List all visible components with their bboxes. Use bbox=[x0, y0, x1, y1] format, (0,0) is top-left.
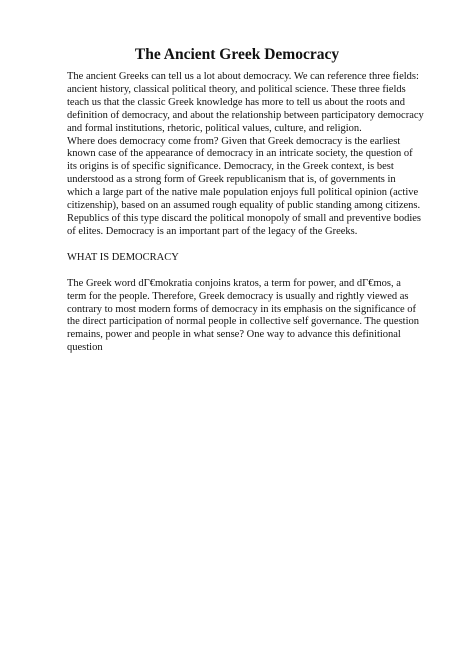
document-body bbox=[67, 71, 424, 355]
text-line: definition of democracy, and about the relationship between participatory democracy bbox=[67, 109, 424, 121]
text-line: and formal institutions, rhetoric, political values, culture, and religion. bbox=[67, 122, 362, 134]
paragraph-spacer bbox=[67, 239, 412, 252]
text-line: remains, power and people in what sense? One way to advance this definitional bbox=[67, 329, 401, 341]
text-line: its origins is of specific significance. Democracy, in the Greek context, is best bbox=[67, 161, 394, 173]
text-line: contrary to most modern forms of democracy in its emphasis on the significance of bbox=[67, 303, 417, 315]
definition-paragraph bbox=[67, 277, 420, 355]
paragraph-spacer bbox=[67, 265, 412, 278]
text-line: question bbox=[67, 342, 103, 354]
section-heading: WHAT IS DEMOCRACY bbox=[67, 251, 179, 263]
intro-paragraph bbox=[67, 71, 424, 239]
text-line: the direct participation of normal people in collective self governance. The question bbox=[67, 316, 420, 328]
text-line: which a large part of the native male population enjoys full political opinion (active bbox=[67, 187, 419, 199]
text-line: known case of the appearance of democracy in an intricate society, the question of bbox=[67, 148, 413, 160]
text-line: understood as a strong form of Greek republicanism that is, of governments in bbox=[67, 174, 396, 186]
text-line: Republics of this type discard the political monopoly of small and preventive bodies bbox=[67, 212, 422, 224]
text-line: The Greek word dΓ€mokratia conjoins kratos, a term for power, and dΓ€mos, a bbox=[67, 277, 401, 289]
text-line: Where does democracy come from? Given that Greek democracy is the earliest bbox=[67, 135, 401, 147]
text-line: teach us that the classic Greek knowledge has more to tell us about the roots and bbox=[67, 96, 405, 108]
text-line: citizenship), based on an assumed rough equality of public standing among citizens. bbox=[67, 200, 421, 212]
text-line: of elites. Democracy is an important part of the legacy of the Greeks. bbox=[67, 225, 358, 237]
text-line: The ancient Greeks can tell us a lot about democracy. We can reference three fields: bbox=[67, 71, 419, 82]
text-line: term for the people. Therefore, Greek democracy is usually and rightly viewed as bbox=[67, 290, 409, 302]
document-title: The Ancient Greek Democracy bbox=[134, 46, 340, 63]
text-line: ancient history, classical political theory, and political science. These three fields bbox=[67, 83, 406, 95]
